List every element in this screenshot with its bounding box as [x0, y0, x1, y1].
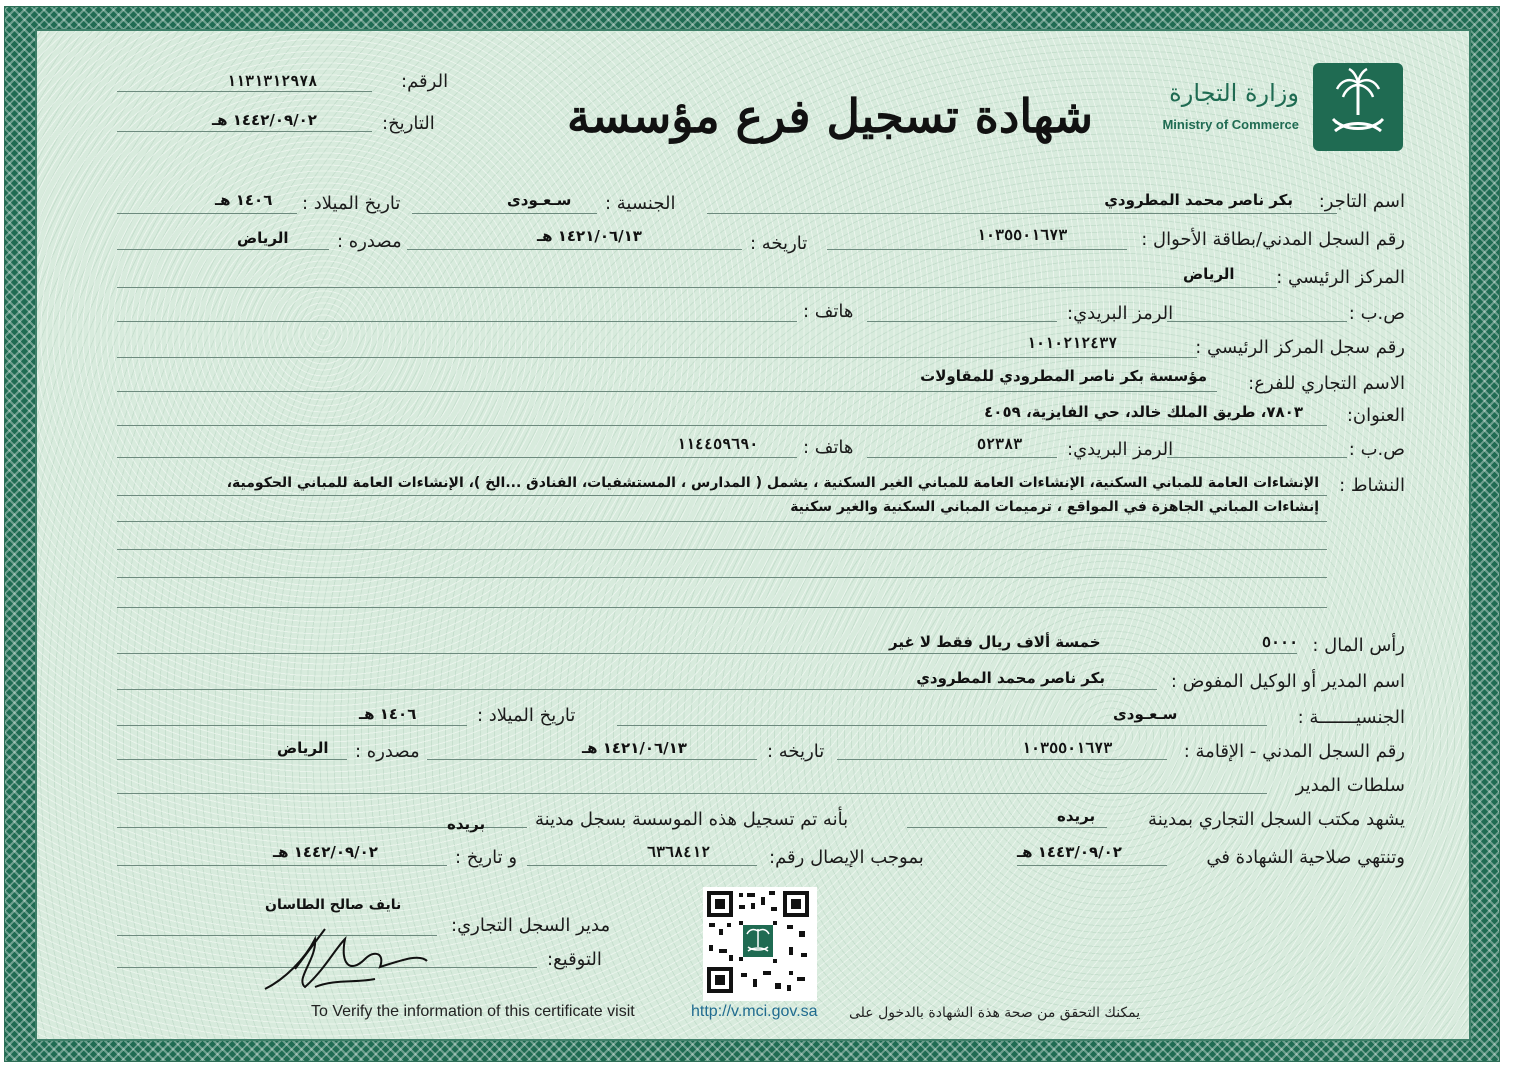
merchant-civil-value: ١٠٣٥٥٠١٦٧٣	[977, 226, 1068, 244]
branch-pobox-label: ص.ب :	[1348, 439, 1405, 460]
merchant-name-value: بكر ناصر محمد المطرودي	[1104, 191, 1293, 209]
verify-text-en: To Verify the information of this certificate visit	[311, 1003, 635, 1020]
merchant-civil-label: رقم السجل المدني/بطاقة الأحوال :	[1141, 229, 1405, 250]
manager-powers-label: سلطات المدير	[1295, 775, 1405, 796]
signature-label: التوقيع:	[547, 949, 602, 970]
palm-swords-emblem-icon	[1313, 63, 1403, 151]
merchant-civil-line	[827, 249, 1127, 250]
manager-civil-date-line	[427, 759, 757, 760]
certificate-border	[4, 6, 1500, 1062]
branch-trade-name-line	[117, 391, 1217, 392]
office-city-line	[907, 827, 1107, 828]
manager-name-line	[117, 689, 1157, 690]
manager-name-label: اسم المدير أو الوكيل المفوض :	[1170, 671, 1405, 692]
capital-line	[117, 653, 1297, 654]
hq-value: الرياض	[1183, 265, 1235, 283]
manager-birth-label: تاريخ الميلاد :	[477, 705, 576, 726]
signer-name: نايف صالح الطاسان	[265, 897, 402, 913]
manager-name-value: بكر ناصر محمد المطرودي	[916, 669, 1105, 687]
activity-line-1-text: الإنشاءات العامة للمباني السكنية، الإنشاءات العامة للمباني الغير السكنية ، يشمل ( المدارس ، المستشفيات، الفنادق ...الخ )، الإنشاءات العامة للمباني الحكومية،	[226, 475, 1319, 491]
receipt-label: بموجب الإيصال رقم:	[769, 847, 924, 868]
number-line	[117, 91, 372, 92]
hq-reg-value: ١٠١٠٢١٢٤٣٧	[1027, 334, 1118, 352]
manager-birth-line	[117, 725, 467, 726]
office-city-value: بريده	[1057, 807, 1096, 825]
merchant-source-value: الرياض	[237, 229, 289, 247]
ministry-name-en: Ministry of Commerce	[1162, 117, 1299, 132]
manager-civil-line	[837, 759, 1167, 760]
expiry-label: وتنتهي صلاحية الشهادة في	[1206, 847, 1405, 868]
number-label: الرقم:	[401, 71, 449, 92]
activity-line-1	[117, 495, 1327, 496]
branch-postal-label: الرمز البريدي:	[1067, 439, 1174, 460]
merchant-birth-value: ١٤٠٦ هـ	[215, 191, 273, 209]
capital-label: رأس المال :	[1312, 635, 1405, 656]
hq-line	[117, 287, 1277, 288]
activity-line-2	[117, 521, 1327, 522]
activity-line-2-text: إنشاءات المباني الجاهزة في المواقع ، ترميمات المباني السكنية والغير سكنية	[790, 499, 1319, 515]
merchant-phone-line	[117, 321, 797, 322]
merchant-source-label: مصدره :	[337, 231, 402, 252]
manager-source-label: مصدره :	[355, 741, 420, 762]
activity-line-4	[117, 577, 1327, 578]
verify-text-ar: يمكنك التحقق من صحة هذة الشهادة بالدخول على	[849, 1005, 1141, 1021]
merchant-phone-label: هاتف :	[803, 301, 854, 322]
capital-words: خمسة ألاف ريال فقط لا غير	[889, 633, 1101, 651]
attestation-line-a: يشهد مكتب السجل التجاري بمدينة	[1148, 809, 1405, 830]
receipt-line	[527, 865, 757, 866]
merchant-nationality-label: الجنسية :	[605, 193, 676, 214]
registry-manager-label: مدير السجل التجاري:	[451, 915, 611, 936]
and-date-label: و تاريخ :	[455, 847, 518, 868]
branch-address-label: العنوان:	[1346, 405, 1405, 426]
hq-reg-label: رقم سجل المركز الرئيسي :	[1195, 337, 1405, 358]
manager-source-value: الرياض	[277, 739, 329, 757]
capital-value: ٥٠٠٠	[1262, 633, 1299, 651]
reg-city-value: بريده	[447, 815, 486, 833]
date-value: ١٤٤٢/٠٩/٠٢ هـ	[212, 111, 317, 129]
manager-civil-date-label: تاريخه :	[767, 741, 825, 762]
manager-civil-date-value: ١٤٢١/٠٦/١٣ هـ	[582, 739, 687, 757]
manager-civil-label: رقم السجل المدني - الإقامة :	[1183, 741, 1405, 762]
hq-label: المركز الرئيسي :	[1276, 267, 1405, 288]
branch-address-value: ٧٨٠٣، طريق الملك خالد، حي الفايزية، ٤٠٥٩	[984, 403, 1303, 421]
merchant-civil-date-value: ١٤٢١/٠٦/١٣ هـ	[537, 227, 642, 245]
qr-code-icon	[705, 889, 811, 995]
merchant-postal-line	[867, 321, 1057, 322]
hq-reg-line	[117, 357, 1197, 358]
activity-label: النشاط :	[1339, 475, 1405, 496]
branch-phone-label: هاتف :	[803, 437, 854, 458]
verify-url-link[interactable]: http://v.mci.gov.sa	[691, 1003, 818, 1020]
branch-phone-value: ١١٤٤٥٩٦٩٠	[677, 435, 759, 453]
attestation-line-b: بأنه تم تسجيل هذه الموسسة بسجل مدينة	[535, 809, 849, 830]
manager-nationality-value: سـعـودى	[1113, 705, 1178, 723]
date-label: التاريخ:	[382, 113, 435, 134]
branch-pobox-line	[1167, 457, 1347, 458]
manager-source-line	[117, 759, 347, 760]
signature-scribble-icon	[255, 909, 435, 999]
merchant-civil-date-label: تاريخه :	[750, 233, 808, 254]
manager-birth-value: ١٤٠٦ هـ	[359, 705, 417, 723]
merchant-civil-date-line	[407, 249, 742, 250]
date-line	[117, 131, 372, 132]
merchant-pobox-label: ص.ب :	[1348, 303, 1405, 324]
ministry-logo	[1313, 63, 1403, 151]
merchant-pobox-line	[1167, 321, 1347, 322]
merchant-birth-line	[117, 213, 297, 214]
branch-trade-name-value: مؤسسة بكر ناصر المطرودي للمقاولات	[920, 367, 1207, 385]
expiry-line	[1017, 865, 1167, 866]
merchant-name-line	[707, 213, 1337, 214]
branch-postal-line	[867, 457, 1057, 458]
and-date-line	[117, 865, 447, 866]
merchant-postal-label: الرمز البريدي:	[1067, 303, 1174, 324]
receipt-value: ٦٣٦٨٤١٢	[647, 843, 711, 861]
qr-code	[703, 887, 817, 1001]
manager-powers-line	[117, 793, 1267, 794]
manager-civil-value: ١٠٣٥٥٠١٦٧٣	[1022, 739, 1113, 757]
certificate-title: شهادة تسجيل فرع مؤسسة	[567, 89, 1094, 143]
and-date-value: ١٤٤٢/٠٩/٠٢ هـ	[273, 843, 378, 861]
certificate-body	[35, 29, 1471, 1041]
activity-line-3	[117, 549, 1327, 550]
manager-nationality-label: الجنسيـــــــة :	[1297, 707, 1405, 728]
activity-line-5	[117, 607, 1327, 608]
number-value: ١١٣١٣١٢٩٧٨	[227, 72, 318, 90]
branch-trade-name-label: الاسم التجاري للفرع:	[1248, 373, 1405, 394]
merchant-nationality-line	[412, 213, 597, 214]
merchant-nationality-value: سـعـودى	[507, 191, 572, 209]
ministry-name-ar: وزارة التجارة	[1169, 79, 1299, 107]
manager-nationality-line	[617, 725, 1267, 726]
merchant-name-label: اسم التاجر:	[1318, 191, 1405, 212]
branch-phone-line	[117, 457, 797, 458]
merchant-source-line	[117, 249, 329, 250]
branch-address-line	[117, 425, 1327, 426]
branch-postal-value: ٥٢٣٨٣	[977, 435, 1023, 453]
merchant-birth-label: تاريخ الميلاد :	[302, 193, 401, 214]
expiry-value: ١٤٤٣/٠٩/٠٢ هـ	[1017, 843, 1122, 861]
